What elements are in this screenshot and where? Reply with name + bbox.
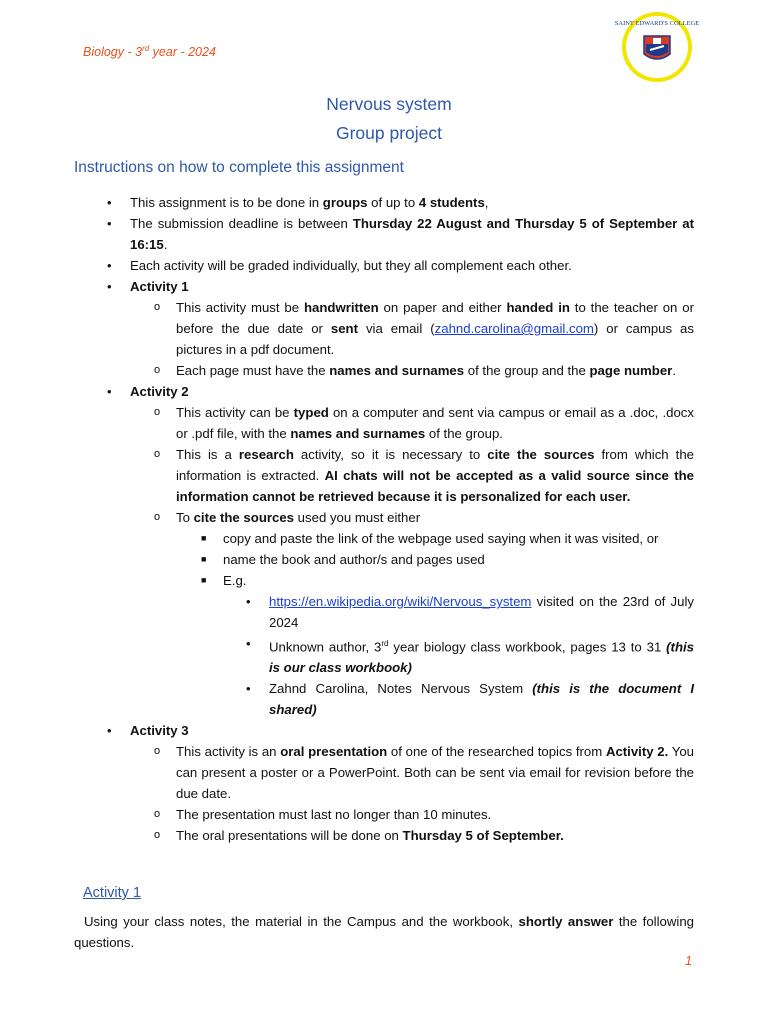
bullet-circle-icon: o bbox=[154, 808, 161, 821]
list-item: • https://en.wikipedia.org/wiki/Nervous_system visited on the 23rd of July 2024 bbox=[269, 591, 694, 633]
list-item: • This assignment is to be done in groups of up to 4 students, bbox=[130, 192, 694, 213]
list-item: o This activity must be handwritten on paper and either handed in to the teacher on or before the due date or sent via email (zahnd.carolina@gmail.com) or campus as pictures in a pdf document. bbox=[176, 297, 694, 360]
list-item: o This is a research activity, so it is necessary to cite the sources from which the information is extracted. AI chats will not be accepted as a valid source since the information cannot be retrieved because it is personalized for each user. bbox=[176, 444, 694, 507]
list-item: • Zahnd Carolina, Notes Nervous System (this is the document I shared) bbox=[269, 678, 694, 720]
wikipedia-link[interactable]: https://en.wikipedia.org/wiki/Nervous_system bbox=[269, 594, 532, 609]
list-item: o To cite the sources used you must either bbox=[176, 507, 694, 528]
list-item: o This activity can be typed on a computer and sent via campus or email as a .doc, .docx or .pdf file, with the names and surnames of the group. bbox=[176, 402, 694, 444]
list-item: o The oral presentations will be done on Thursday 5 of September. bbox=[176, 825, 694, 846]
list-item: o This activity is an oral presentation of one of the researched topics from Activity 2. You can present a poster or a PowerPoint. Both can be sent via email for revision before the due date. bbox=[176, 741, 694, 804]
list-item: ■ name the book and author/s and pages used bbox=[223, 549, 694, 570]
bullet-dot-icon: • bbox=[107, 195, 112, 210]
activity-2-label: • Activity 2 bbox=[130, 381, 694, 402]
activity-1-heading: Activity 1 bbox=[83, 885, 142, 901]
bullet-circle-icon: o bbox=[154, 745, 161, 758]
logo-text-top: SAINT EDWARD'S COLLEGE bbox=[614, 20, 700, 27]
activity-1-label: • Activity 1 bbox=[130, 276, 694, 297]
bullet-circle-icon: o bbox=[154, 448, 161, 460]
bullet-square-icon: ■ bbox=[201, 575, 207, 585]
bullet-square-icon: ■ bbox=[201, 554, 207, 564]
bullet-circle-icon: o bbox=[154, 301, 161, 313]
instructions-list bbox=[0, 192, 768, 846]
activity-3-label: • Activity 3 bbox=[130, 720, 694, 741]
bullet-circle-icon: o bbox=[154, 511, 161, 523]
page-title: Nervous system bbox=[326, 94, 452, 114]
bullet-dot-icon: • bbox=[107, 723, 112, 739]
list-item: • The submission deadline is between Thursday 22 August and Thursday 5 of September at 16:15. bbox=[130, 213, 694, 255]
bullet-dot-icon: • bbox=[107, 258, 112, 273]
list-item: o The presentation must last no longer than 10 minutes. bbox=[176, 804, 694, 825]
list-item: • Unknown author, 3rd year biology class workbook, pages 13 to 31 (this is our class workbook) bbox=[269, 633, 694, 678]
list-item: o Each page must have the names and surnames of the group and the page number. bbox=[176, 360, 694, 381]
bullet-dot-icon: • bbox=[107, 279, 112, 294]
bullet-dot-icon: • bbox=[246, 594, 251, 609]
instructions-heading: Instructions on how to complete this assignment bbox=[74, 159, 404, 176]
list-item: ■ copy and paste the link of the webpage used saying when it was visited, or bbox=[223, 528, 694, 549]
list-item: ■ E.g. bbox=[223, 570, 694, 591]
bullet-circle-icon: o bbox=[154, 829, 161, 842]
bullet-dot-icon: • bbox=[107, 216, 112, 231]
course-header: Biology - 3rd year - 2024 bbox=[83, 44, 216, 60]
bullet-circle-icon: o bbox=[154, 364, 161, 376]
college-logo bbox=[614, 10, 700, 84]
activity-1-intro: Using your class notes, the material in the Campus and the workbook, shortly answer the following questions. bbox=[74, 914, 694, 950]
email-link[interactable]: zahnd.carolina@gmail.com bbox=[434, 321, 594, 336]
bullet-circle-icon: o bbox=[154, 406, 161, 418]
bullet-square-icon: ■ bbox=[201, 533, 207, 543]
list-item: • Each activity will be graded individually, but they all complement each other. bbox=[130, 255, 694, 276]
bullet-dot-icon: • bbox=[246, 681, 251, 697]
page-subtitle: Group project bbox=[335, 123, 443, 143]
page-number: 1 bbox=[685, 954, 692, 968]
bullet-dot-icon: • bbox=[107, 384, 112, 399]
bullet-dot-icon: • bbox=[246, 636, 251, 651]
